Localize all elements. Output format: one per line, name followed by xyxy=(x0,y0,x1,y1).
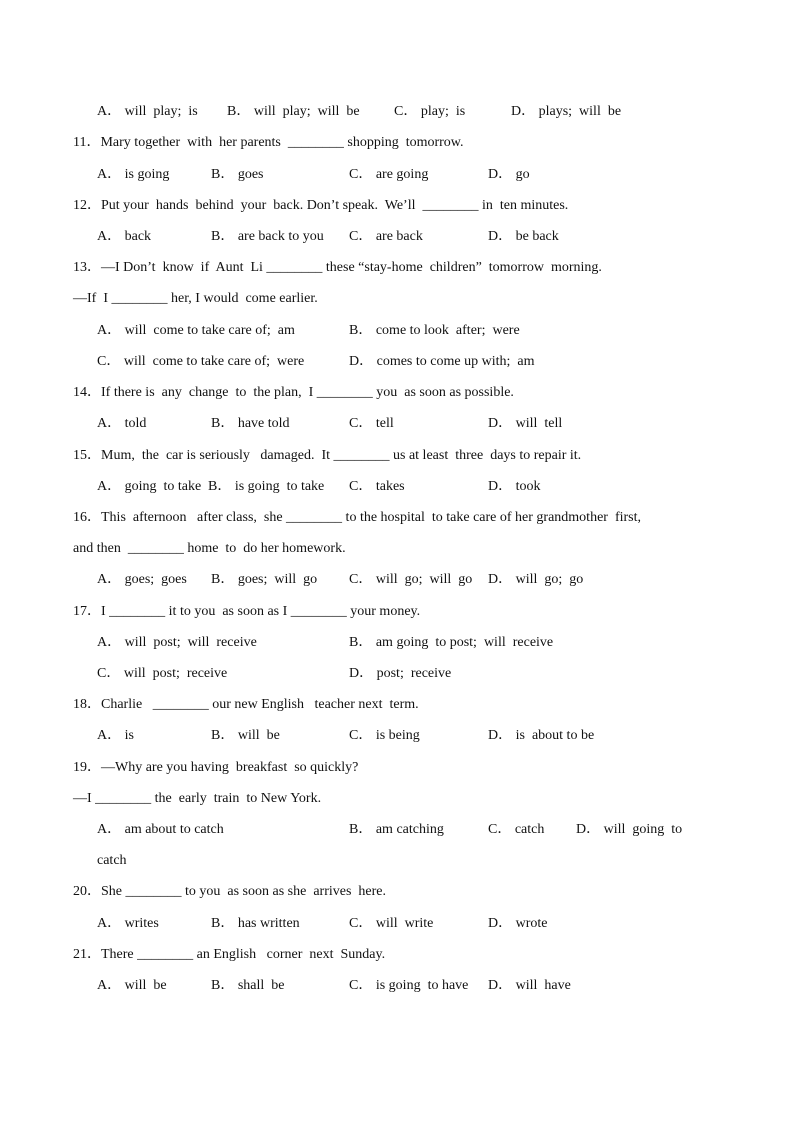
answer-option-q21-opts-0: A． will be xyxy=(97,978,167,993)
answer-option-q16-opts-3: D． will go; go xyxy=(488,572,584,587)
answer-option-q17-opts2-1: D． post; receive xyxy=(349,666,452,681)
answer-option-q13-opts1-1: B． come to look after; were xyxy=(349,323,520,338)
answer-option-q16-opts-0: A． goes; goes xyxy=(97,572,187,587)
answer-option-q12-opts-0: A． back xyxy=(97,229,152,244)
question-text-q20: 20．She ________ to you as soon as she arrives here. xyxy=(73,884,387,899)
answer-option-q18-opts-3: D． is about to be xyxy=(488,728,595,743)
answer-option-q21-opts-2: C． is going to have xyxy=(349,978,469,993)
answer-option-q18-opts-0: A． is xyxy=(97,728,134,743)
answer-option-q20-opts-2: C． will write xyxy=(349,916,434,931)
question-text-q12: 12．Put your hands behind your back. Don’t speak. We’ll ________ in ten minutes. xyxy=(73,198,569,213)
answer-option-q11-opts-0: A． is going xyxy=(97,167,170,182)
question-text-q21: 21．There ________ an English corner next Sunday. xyxy=(73,947,386,962)
answer-option-q12-opts-3: D． be back xyxy=(488,229,559,244)
answer-option-q18-opts-1: B． will be xyxy=(211,728,280,743)
answer-option-q14-opts-2: C． tell xyxy=(349,416,394,431)
answer-option-q11-opts-2: C． are going xyxy=(349,167,429,182)
question-text-q13b: —If I ________ her, I would come earlier. xyxy=(73,291,318,306)
question-text-q18: 18．Charlie ________ our new English teacher next term. xyxy=(73,697,419,712)
answer-option-q11-opts-1: B． goes xyxy=(211,167,264,182)
answer-option-q20-opts-3: D． wrote xyxy=(488,916,548,931)
answer-option-q10-opts-3: D． plays; will be xyxy=(511,104,622,119)
answer-option-q19-opts-3: D． will going to xyxy=(576,822,683,837)
answer-option-q12-opts-1: B． are back to you xyxy=(211,229,324,244)
question-text-q19: 19．—Why are you having breakfast so quickly? xyxy=(73,760,359,775)
answer-option-q19-opts-2: C． catch xyxy=(488,822,545,837)
answer-option-q10-opts-2: C． play; is xyxy=(394,104,466,119)
question-text-q11: 11．Mary together with her parents ________ shopping tomorrow. xyxy=(73,135,464,150)
answer-option-q16-opts-2: C． will go; will go xyxy=(349,572,473,587)
answer-option-q15-opts-2: C． takes xyxy=(349,479,405,494)
question-text-q13: 13．—I Don’t know if Aunt Li ________ these “stay-home children” tomorrow morning. xyxy=(73,260,602,275)
answer-option-q20-opts-0: A． writes xyxy=(97,916,159,931)
answer-option-q21-opts-3: D． will have xyxy=(488,978,571,993)
question-text-q19b: —I ________ the early train to New York. xyxy=(73,791,322,806)
answer-option-q14-opts-3: D． will tell xyxy=(488,416,563,431)
answer-option-q10-opts-0: A． will play; is xyxy=(97,104,198,119)
answer-option-q14-opts-1: B． have told xyxy=(211,416,290,431)
answer-option-q20-opts-1: B． has written xyxy=(211,916,300,931)
answer-option-q13-opts1-0: A． will come to take care of; am xyxy=(97,323,295,338)
answer-option-q15-opts-0: A． going to take xyxy=(97,479,202,494)
question-text-q14: 14．If there is any change to the plan, I ________ you as soon as possible. xyxy=(73,385,514,400)
answer-option-q10-opts-1: B． will play; will be xyxy=(227,104,360,119)
answer-option-q17-opts1-0: A． will post; will receive xyxy=(97,635,257,650)
answer-option-q15-opts-3: D． took xyxy=(488,479,541,494)
question-text-q16: 16．This afternoon after class, she ________ to the hospital to take care of her grandmother first, xyxy=(73,510,642,525)
question-text-q16b: and then ________ home to do her homework. xyxy=(73,541,346,556)
answer-option-q14-opts-0: A． told xyxy=(97,416,147,431)
answer-option-q15-opts-1: B． is going to take xyxy=(208,479,325,494)
question-text-q15: 15．Mum, the car is seriously damaged. It ________ us at least three days to repair it. xyxy=(73,448,582,463)
answer-option-q11-opts-3: D． go xyxy=(488,167,530,182)
answer-option-q12-opts-2: C． are back xyxy=(349,229,423,244)
question-text-q19-cont: catch xyxy=(97,853,127,868)
answer-option-q16-opts-1: B． goes; will go xyxy=(211,572,318,587)
question-text-q17: 17．I ________ it to you as soon as I ________ your money. xyxy=(73,604,421,619)
answer-option-q19-opts-1: B． am catching xyxy=(349,822,444,837)
answer-option-q21-opts-1: B． shall be xyxy=(211,978,285,993)
answer-option-q13-opts2-0: C． will come to take care of; were xyxy=(97,354,305,369)
answer-option-q17-opts1-1: B． am going to post; will receive xyxy=(349,635,554,650)
answer-option-q17-opts2-0: C． will post; receive xyxy=(97,666,228,681)
answer-option-q19-opts-0: A． am about to catch xyxy=(97,822,224,837)
answer-option-q13-opts2-1: D． comes to come up with; am xyxy=(349,354,535,369)
answer-option-q18-opts-2: C． is being xyxy=(349,728,420,743)
